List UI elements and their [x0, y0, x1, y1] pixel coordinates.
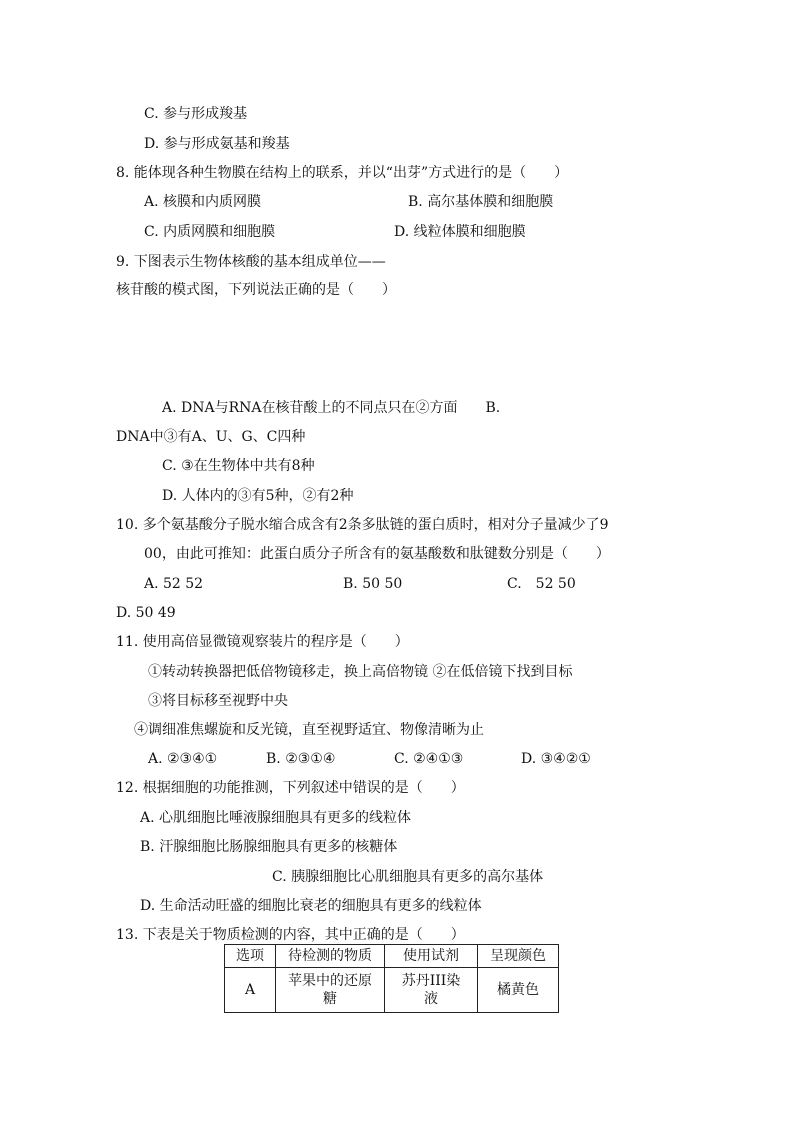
- table-cell-reagent: [385, 968, 478, 1013]
- table-header-row: [225, 945, 559, 968]
- q10-stem-line1: 10. 多个氨基酸分子脱水缩合成含有2条多肽链的蛋白质时，相对分子量减少了9: [116, 517, 609, 533]
- q12-option-b: B. 汗腺细胞比肠腺细胞具有更多的核糖体: [140, 839, 398, 855]
- table-cell-substance-line2: 糖: [323, 991, 337, 1007]
- table-header-cell: 待检测的物质: [276, 945, 385, 968]
- q10-option-d: D. 50 49: [116, 605, 176, 621]
- table-cell-reagent-line2: 液: [424, 991, 438, 1007]
- q11-step-1-2: ①转动转换器把低倍物镜移走，换上高倍物镜 ②在低倍镜下找到目标: [148, 664, 573, 680]
- q10-stem-line2: 00，由此可推知：此蛋白质分子所含有的氨基酸数和肽键数分别是（ ）: [144, 546, 610, 562]
- q11-option-d: D. ③④②①: [521, 751, 591, 767]
- table-cell-substance: [276, 968, 385, 1013]
- q9-option-b: DNA中③有A、U、G、C四种: [116, 429, 306, 445]
- q12-stem: 12. 根据细胞的功能推测，下列叙述中错误的是（ ）: [116, 780, 465, 796]
- q9-option-d: D. 人体内的③有5种，②有2种: [162, 488, 354, 504]
- q8-option-d: D. 线粒体膜和细胞膜: [394, 224, 526, 240]
- q11-option-b: B. ②③①④: [266, 751, 336, 767]
- q9-option-a: A. DNA与RNA在核苷酸上的不同点只在②方面 B.: [162, 400, 501, 416]
- q13-table: [224, 944, 559, 1013]
- table-cell-color: 橘黄色: [478, 968, 559, 1013]
- q7-option-c: C. 参与形成羧基: [144, 106, 248, 122]
- q11-option-c: C. ②④①③: [394, 751, 464, 767]
- q13-stem: 13. 下表是关于物质检测的内容，其中正确的是（ ）: [116, 927, 465, 943]
- q9-option-c: C. ③在生物体中共有8种: [162, 458, 315, 474]
- q11-step-3: ③将目标移至视野中央: [148, 693, 288, 709]
- q7-option-d: D. 参与形成氨基和羧基: [144, 136, 290, 152]
- table-header-cell: 使用试剂: [385, 945, 478, 968]
- q10-option-a: A. 52 52: [144, 576, 204, 592]
- q11-option-a: A. ②③④①: [148, 751, 218, 767]
- table-header-cell: 呈现颜色: [478, 945, 559, 968]
- table-row: [225, 968, 559, 1013]
- table-cell-substance-line1: 苹果中的还原: [288, 973, 372, 989]
- q9-stem-line1: 9. 下图表示生物体核酸的基本组成单位——: [116, 254, 386, 270]
- q10-option-c: C. 52 50: [507, 576, 576, 592]
- q8-stem: 8. 能体现各种生物膜在结构上的联系，并以“出芽”方式进行的是（ ）: [116, 165, 569, 181]
- q11-step-4: ④调细准焦螺旋和反光镜，直至视野适宜、物像清晰为止: [134, 722, 484, 738]
- table-cell-option: A: [225, 968, 276, 1013]
- q8-option-b: B. 高尔基体膜和细胞膜: [408, 194, 554, 210]
- table-cell-reagent-line1: 苏丹III染: [401, 973, 461, 989]
- table-header-cell: 选项: [225, 945, 276, 968]
- q8-option-a: A. 核膜和内质网膜: [144, 194, 262, 210]
- q8-option-c: C. 内质网膜和细胞膜: [144, 224, 276, 240]
- q12-option-a: A. 心肌细胞比唾液腺细胞具有更多的线粒体: [140, 810, 412, 826]
- q9-stem-line2: 核苷酸的模式图，下列说法正确的是（ ）: [116, 282, 396, 298]
- q12-option-c: C. 胰腺细胞比心肌细胞具有更多的高尔基体: [272, 869, 544, 885]
- q10-option-b: B. 50 50: [343, 576, 403, 592]
- q12-option-d: D. 生命活动旺盛的细胞比衰老的细胞具有更多的线粒体: [140, 898, 482, 914]
- q11-stem: 11. 使用高倍显微镜观察装片的程序是（ ）: [116, 634, 409, 650]
